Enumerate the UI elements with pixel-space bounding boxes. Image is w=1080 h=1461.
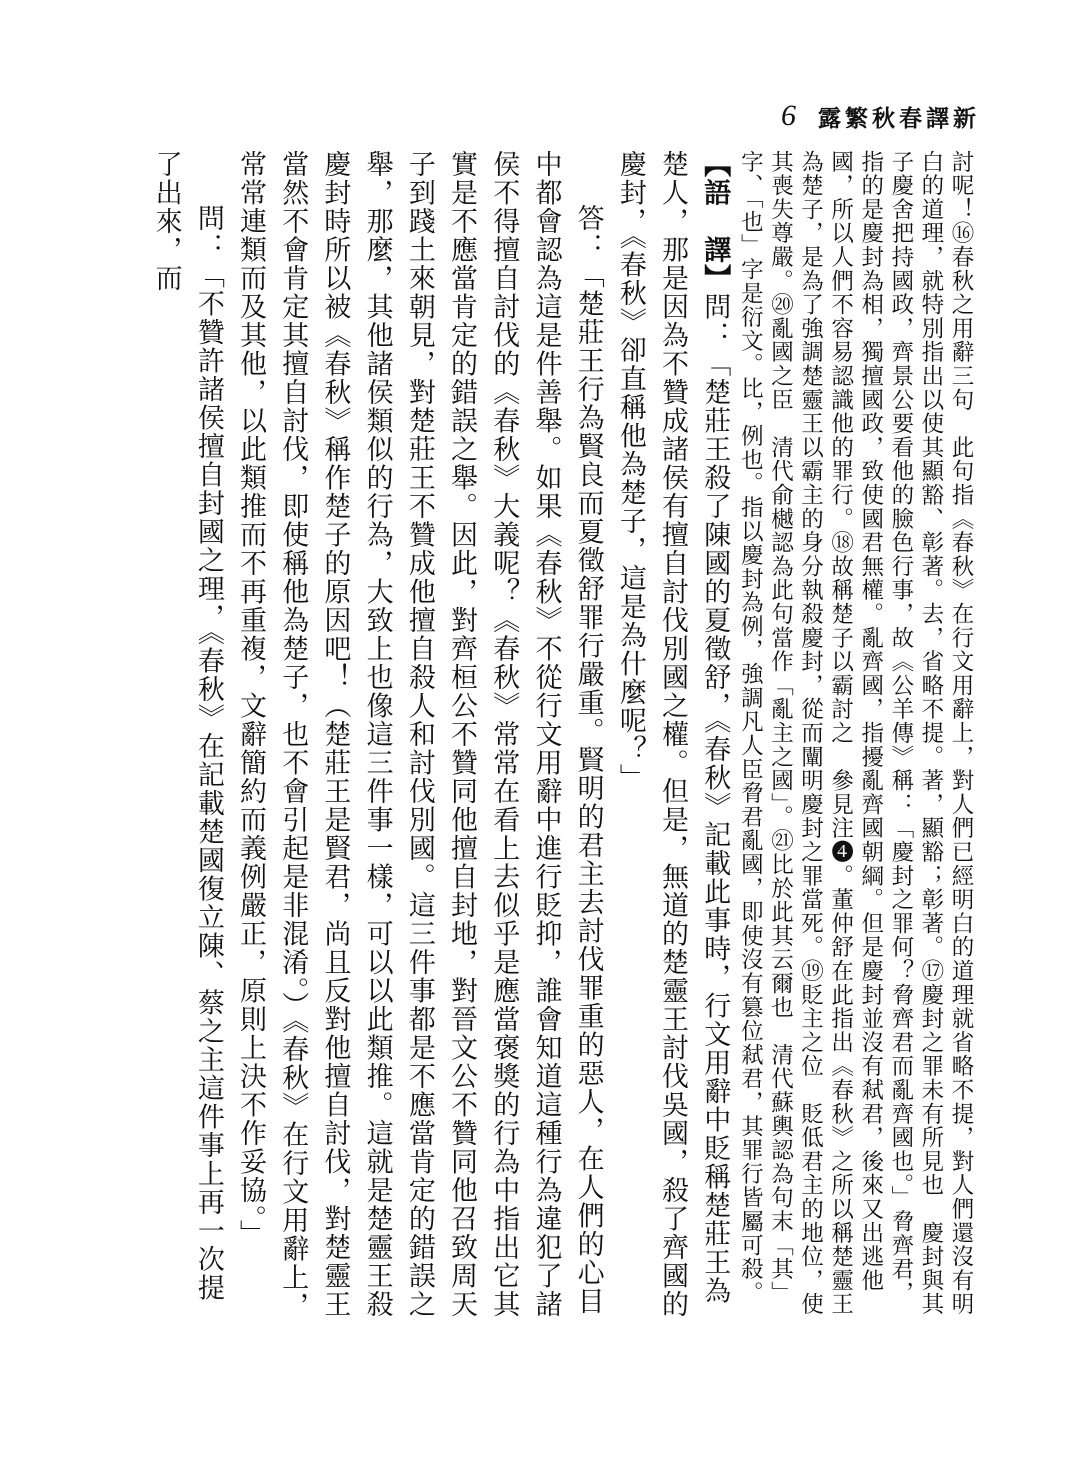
notes-paragraph: 討呢！⑯春秋之用辭三句 此句指《春秋》在行文用辭上，對人們已經明白的道理就省略不提，對人們還沒有明白的道理，就特別指出以使其顯豁、彰著。去，省略不提。著，顯豁；彰著。⑰慶封之罪未有所見也 慶封與其子慶舍把持國政，齊景公要看他的臉色行事，故《公羊傳》稱：「慶封之罪何？脅齊君而亂齊國也。」脅齊君，指的是慶封為相，獨擅國政，致使國君無權。亂齊國，指擾亂齊國朝綱。但是慶封並沒有弒君，後來又出逃他國，所以人們不容易認識他的罪行。⑱故稱楚子以霸討之 參見注❹。董仲舒在此指出《春秋》之所以稱楚靈王為楚子，是為了強調楚靈王以霸主的身分執殺慶封，從而闡明慶封之罪當死。⑲貶主之位 貶低君主的地位，使其喪失尊嚴。⑳亂國之臣 清代俞樾認為此句當作「亂主之國」。㉑比於此其云爾也 清代蘇輿認為句末「其」字、「也」字是衍文。比，例也。指以慶封為例，強調凡人臣脅君亂國，即使沒有篡位弒君，其罪行皆屬可殺。 [737,150,974,1317]
translation-paragraph-answer: 答：「楚莊王行為賢良而夏徵舒罪行嚴重。賢明的君主去討伐罪重的惡人，在人們的心目中都會認為這是件善舉。如果《春秋》不從行文用辭中進行貶抑，誰會知道這種行為違犯了諸侯不得擅自討伐的《春秋》大義呢？《春秋》常常在看上去似乎是應當褒獎的行為中指出它其實是不應當肯定的錯誤之舉。因此，對齊桓公不贊同他擅自封地，對晉文公不贊同他召致周天子到踐土來朝見，對楚莊王不贊成他擅自殺人和討伐別國。這三件事都是不應當肯定的錯誤之舉，那麼，其他諸侯類似的行為，大致上也像這三件事一樣，可以以此類推。這就是楚靈王殺慶封時所以被《春秋》稱作楚子的原因吧！（楚莊王是賢君，尚且反對他擅自討伐，對楚靈王當然不會肯定其擅自討伐，即使稱他為楚子，也不會引起是非混淆。）《春秋》在行文用辭上，常常連類而及其他，以此類推而不再重複，文辭簡約而義例嚴正，原則上決不作妥協。」 [235,150,604,1320]
translation-paragraph-next-question: 問：「不贊許諸侯擅自封國之理，《春秋》在記載楚國復立陳、蔡之主這件事上再一次提了出來，而 [150,150,224,1302]
book-title: 新譯春秋繁露 [818,105,980,132]
page-number: 6 [781,99,796,132]
vertical-text-block [96,150,976,1320]
translation-paragraph-question [609,150,736,1320]
translation-question-text: 問：「楚莊王殺了陳國的夏徵舒，《春秋》記載此事時，行文用辭中貶稱楚莊王為楚人，那是因為不贊成諸侯有擅自討伐別國之權。但是，無道的楚靈王討伐吳國，殺了齊國的慶封，《春秋》卻直稱他為楚子，這是為什麼呢？」 [614,150,731,1319]
running-header [781,96,980,136]
translation-label: 【語 譯】 [699,150,731,293]
